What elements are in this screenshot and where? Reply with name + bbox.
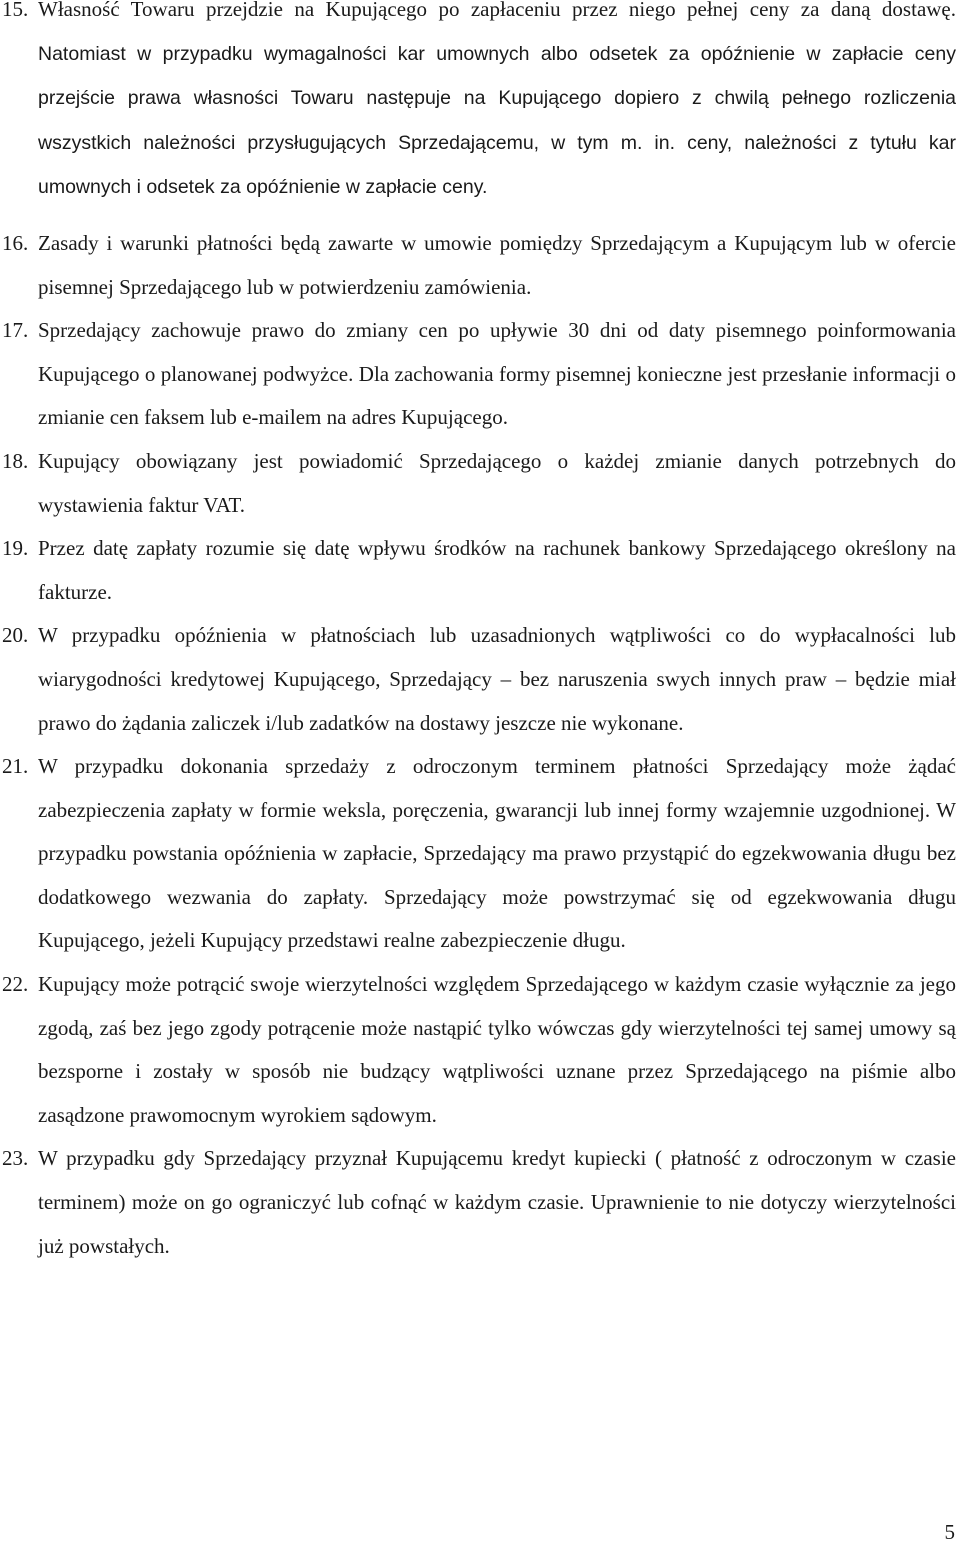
clause-number: 19. — [2, 536, 29, 561]
clause-text: Zasady i warunki płatności będą zawarte w umowie pomiędzy Sprzedającym a Kupującym lub w ofercie pisemnej Sprzedającego lub w potwierdzeniu zamówienia. — [38, 230, 956, 299]
clause-text: Przez datę zapłaty rozumie się datę wpływu środków na rachunek bankowy Sprzedającego określony na fakturze. — [38, 536, 956, 604]
clause-21 — [0, 745, 960, 963]
clause-text-part: Własność Towaru przejdzie na Kupującego po zapłaceniu przez niego pełnej ceny za daną dostawę. — [38, 0, 956, 21]
clause-18 — [0, 440, 960, 527]
clause-number: 16. — [2, 230, 29, 255]
clause-text: W przypadku gdy Sprzedający przyznał Kupującemu kredyt kupiecki ( płatność z odroczonym w czasie terminem) może on go ograniczyć lub cofnąć w każdym czasie. Uprawnienie to nie dotyczy wierzytelności już powstałych. — [38, 1146, 956, 1258]
clause-number: 22. — [2, 972, 29, 997]
clause-text: W przypadku dokonania sprzedaży z odroczonym terminem płatności Sprzedający może żądać zabezpieczenia zapłaty w formie weksla, poręczenia, gwarancji lub innej formy wzajemnie uzgodnionej. W przypadku powstania opóźnienia w zapłacie, Sprzedający ma prawo przystąpić do egzekwowania długu bez dodatkowego wezwania do zapłaty. Sprzedający może powstrzymać się od egzekwowania długu Kupującego, jeżeli Kupujący przedstawi realne zabezpieczenie długu. — [38, 754, 956, 953]
clause-text — [38, 0, 956, 210]
clause-text-part: Natomiast w przypadku wymagalności kar umownych albo odsetek za opóźnienie w zapłacie ceny przejście prawa własności Towaru następuje na Kupującego dopiero z chwilą pełnego rozliczenia wszystkich należności przysługujących Sprzedającemu, w tym m. in. ceny, należności z tytułu kar umownych i odsetek za opóźnienie w zapłacie ceny. — [38, 42, 956, 199]
clause-16 — [0, 222, 960, 309]
clause-number: 23. — [2, 1146, 29, 1171]
clause-22 — [0, 963, 960, 1137]
clause-number: 21. — [2, 754, 29, 779]
clause-text: Sprzedający zachowuje prawo do zmiany cen po upływie 30 dni od daty pisemnego poinformowania Kupującego o planowanej podwyżce. Dla zachowania formy pisemnej konieczne jest przesłanie informacji o zmianie cen faksem lub e-mailem na adres Kupującego. — [38, 318, 956, 430]
clause-text: Kupujący obowiązany jest powiadomić Sprzedającego o każdej zmianie danych potrzebnych do wystawienia faktur VAT. — [38, 448, 956, 517]
clause-number: 20. — [2, 623, 29, 648]
clause-text: Kupujący może potrącić swoje wierzytelności względem Sprzedającego w każdym czasie wyłącznie za jego zgodą, zaś bez jego zgody potrącenie może nastąpić tylko wówczas gdy wierzytelności tej samej umowy są bezsporne i zostały w sposób nie budzący wątpliwości uznane przez Sprzedającego na piśmie albo zasądzone prawomocnym wyrokiem sądowym. — [38, 972, 956, 1127]
clause-number: 17. — [2, 318, 29, 343]
clause-text: W przypadku opóźnienia w płatnościach lub uzasadnionych wątpliwości co do wypłacalności lub wiarygodności kredytowej Kupującego, Sprzedający – bez naruszenia swych innych praw – będzie miał prawo do żądania zaliczek i/lub zadatków na dostawy jeszcze nie wykonane. — [38, 623, 956, 735]
clause-19 — [0, 527, 960, 614]
clause-15 — [0, 0, 960, 210]
clause-17 — [0, 309, 960, 440]
clause-23 — [0, 1137, 960, 1268]
page-number: 5 — [944, 1520, 955, 1544]
clause-number: 15. — [2, 0, 29, 21]
clause-number: 18. — [2, 448, 29, 473]
clause-20 — [0, 614, 960, 745]
